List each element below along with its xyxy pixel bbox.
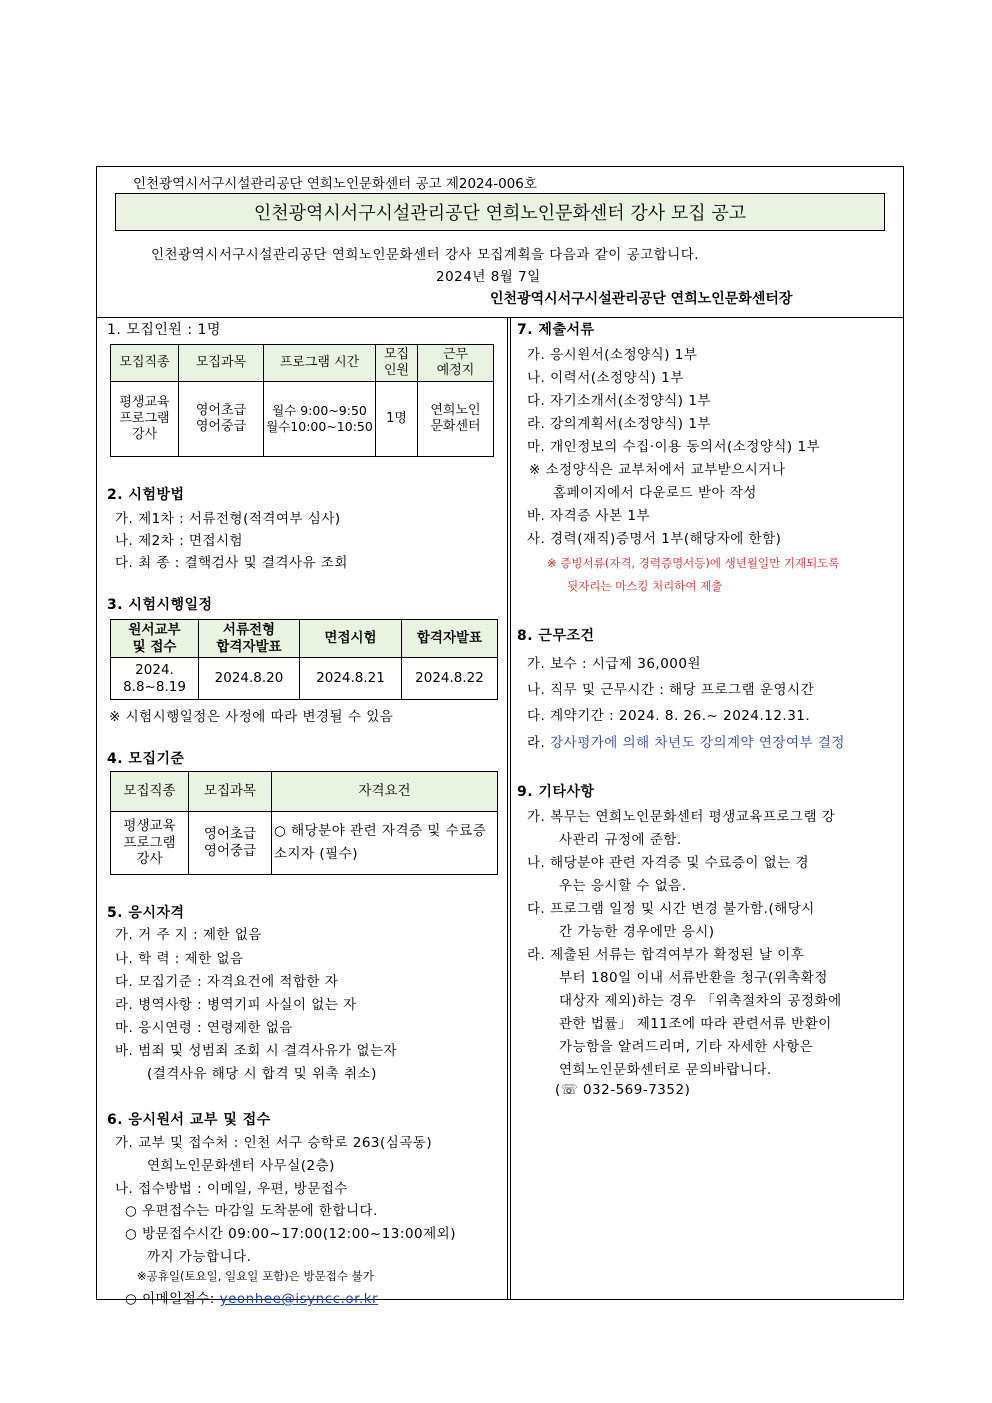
criteria-table: [110, 771, 498, 875]
section-4-heading: 4. 모집기준: [107, 751, 185, 767]
list-item: 다. 최 종 : 결핵검사 및 결격사유 조회: [115, 555, 348, 571]
list-item: 대상자 제외)하는 경우 「위촉절차의 공정화에: [559, 993, 842, 1009]
list-item: 부터 180일 이내 서류반환을 청구(위촉확정: [559, 970, 828, 986]
column-divider: [507, 317, 508, 1299]
section-3-heading: 3. 시험시행일정: [107, 597, 213, 613]
list-item: 나. 제2차 : 면접시험: [115, 533, 244, 549]
list-item: 연희노인문화센터 사무실(2층): [147, 1158, 335, 1174]
col-header: 모집직종: [111, 772, 189, 812]
list-item: 라. 제출된 서류는 합격여부가 확정된 날 이후: [527, 947, 805, 963]
list-item: 우는 응시할 수 없음.: [559, 878, 687, 894]
list-item: 나. 접수방법 : 이메일, 우편, 방문접수: [115, 1181, 348, 1197]
section-1-heading: 1. 모집인원 : 1명: [107, 322, 221, 338]
list-item: 가. 거 주 지 : 제한 없음: [115, 927, 262, 943]
list-item: ○ 우편접수는 마감일 도착분에 한합니다.: [125, 1203, 378, 1219]
notice-number: 인천광역시서구시설관리공단 연희노인문화센터 공고 제2024-006호: [133, 176, 537, 192]
issuer-signature: 인천광역시서구시설관리공단 연희노인문화센터장: [490, 291, 793, 307]
list-item: 가. 제1차 : 서류전형(적격여부 심사): [115, 511, 341, 527]
page-title: [115, 193, 885, 231]
list-item: ※공휴일(토요일, 일요일 포함)은 방문접수 불가: [137, 1269, 374, 1283]
table-cell: 2024.8.22: [402, 658, 498, 700]
table-cell: 2024.8.21: [300, 658, 402, 700]
recruit-table: [110, 344, 494, 457]
col-header: 면접시험: [300, 620, 402, 658]
list-item: 가능함을 알려드리며, 기타 자세한 사항은: [559, 1039, 814, 1055]
table-cell: 평생교육 프로그램 강사: [111, 382, 179, 457]
list-item: 간 가능한 경우에만 응시): [559, 924, 715, 940]
col-header: 서류전형 합격자발표: [199, 620, 300, 658]
contact-phone: (☏ 032-569-7352): [555, 1082, 691, 1098]
list-item: (결격사유 해당 시 합격 및 위촉 취소): [147, 1066, 377, 1082]
email-row: [125, 1287, 378, 1307]
table-cell: 연희노인 문화센터: [418, 382, 494, 457]
col-header: 근무 예정지: [418, 345, 494, 382]
col-header: 모집과목: [189, 772, 272, 812]
list-item: 다. 모집기준 : 자격요건에 적합한 자: [115, 974, 339, 990]
section-7-heading: 7. 제출서류: [517, 322, 595, 338]
col-header: 원서교부 및 접수: [111, 620, 199, 658]
table-cell: 월수 9:00~9:50 월수10:00~10:50: [264, 382, 376, 457]
list-item-blue: [527, 731, 845, 751]
list-item: 사. 경력(재직)증명서 1부(해당자에 한함): [527, 531, 782, 547]
email-link[interactable]: yeonhee@isyncc.or.kr: [219, 1291, 379, 1307]
list-item: 사관리 규정에 준함.: [559, 832, 682, 848]
list-item: 다. 자기소개서(소정양식) 1부: [527, 393, 711, 409]
list-item: 나. 학 력 : 제한 없음: [115, 951, 244, 967]
table-cell: 영어초급 영어중급: [189, 812, 272, 875]
list-item: 관한 법률」 제11조에 따라 관련서류 반환이: [559, 1016, 832, 1032]
notice-date: 2024년 8월 7일: [436, 269, 541, 285]
red-note: ※ 증빙서류(자격, 경력증명서등)에 생년월일만 기재되도록: [547, 556, 840, 570]
list-item: 가. 복무는 연희노인문화센터 평생교육프로그램 강: [527, 809, 836, 825]
list-item: 바. 자격증 사본 1부: [527, 508, 651, 524]
col-header: 모집과목: [179, 345, 264, 382]
list-item: 라. 강의계획서(소정양식) 1부: [527, 416, 711, 432]
list-item: 다. 프로그램 일정 및 시간 변경 불가함.(해당시: [527, 901, 815, 917]
list-item: 가. 교부 및 접수처 : 인천 서구 승학로 263(심곡동): [115, 1135, 433, 1151]
list-item: 나. 직무 및 근무시간 : 해당 프로그램 운영시간: [527, 682, 815, 698]
list-item: 가. 응시원서(소정양식) 1부: [527, 347, 698, 363]
list-item: 바. 범죄 및 성범죄 조회 시 결격사유가 없는자: [115, 1043, 398, 1059]
section-6-heading: 6. 응시원서 교부 및 접수: [107, 1112, 271, 1128]
notice-frame: [96, 166, 904, 1307]
list-item: ○ 방문접수시간 09:00~17:00(12:00~13:00제외): [125, 1226, 456, 1242]
list-item: 라. 병역사항 : 병역기피 사실이 없는 자: [115, 997, 357, 1013]
col-header: 모집직종: [111, 345, 179, 382]
list-item: 나. 해당분야 관련 자격증 및 수료증이 없는 경: [527, 855, 810, 871]
extension-note: 강사평가에 의해 차년도 강의계약 연장여부 결정: [550, 735, 845, 751]
col-header: 자격요건: [272, 772, 498, 812]
list-item: 연희노인문화센터로 문의바랍니다.: [559, 1062, 772, 1078]
table-cell: ○ 해당분야 관련 자격증 및 수료증 소지자 (필수): [272, 812, 498, 875]
schedule-table: [110, 619, 498, 700]
table-cell: 평생교육 프로그램 강사: [111, 812, 189, 875]
list-item: 홈페이지에서 다운로드 받아 작성: [553, 485, 757, 501]
red-note: 뒷자리는 마스킹 처리하여 제출: [567, 579, 723, 593]
schedule-note: ※ 시험시행일정은 사정에 따라 변경될 수 있음: [109, 709, 394, 725]
section-2-heading: 2. 시험방법: [107, 487, 185, 503]
list-prefix: 라.: [527, 735, 551, 751]
intro-text: 인천광역시서구시설관리공단 연희노인문화센터 강사 모집계획을 다음과 같이 공고합니다.: [151, 247, 700, 263]
list-item: 가. 보수 : 시급제 36,000원: [527, 656, 702, 672]
section-5-heading: 5. 응시자격: [107, 905, 185, 921]
col-header: 합격자발표: [402, 620, 498, 658]
list-item: ※ 소정양식은 교부처에서 교부받으시거나: [529, 462, 786, 478]
page-title-text: 인천광역시서구시설관리공단 연희노인문화센터 강사 모집 공고: [253, 203, 747, 224]
table-cell: 2024.8.20: [199, 658, 300, 700]
col-header: 모집 인원: [376, 345, 418, 382]
email-label: ○ 이메일접수:: [125, 1291, 220, 1307]
table-cell: 2024. 8.8~8.19: [111, 658, 199, 700]
list-item: 마. 개인정보의 수집·이용 동의서(소정양식) 1부: [527, 439, 821, 455]
section-8-heading: 8. 근무조건: [517, 628, 595, 644]
header-divider: [97, 317, 903, 318]
list-item: 까지 가능합니다.: [147, 1249, 252, 1265]
col-header: 프로그램 시간: [264, 345, 376, 382]
table-cell: 1명: [376, 382, 418, 457]
list-item: 마. 응시연령 : 연령제한 없음: [115, 1020, 293, 1036]
list-item: 나. 이력서(소정양식) 1부: [527, 370, 684, 386]
column-divider-inner: [510, 317, 511, 1299]
list-item: 다. 계약기간 : 2024. 8. 26.~ 2024.12.31.: [527, 708, 811, 724]
section-9-heading: 9. 기타사항: [517, 784, 595, 800]
table-cell: 영어초급 영어중급: [179, 382, 264, 457]
